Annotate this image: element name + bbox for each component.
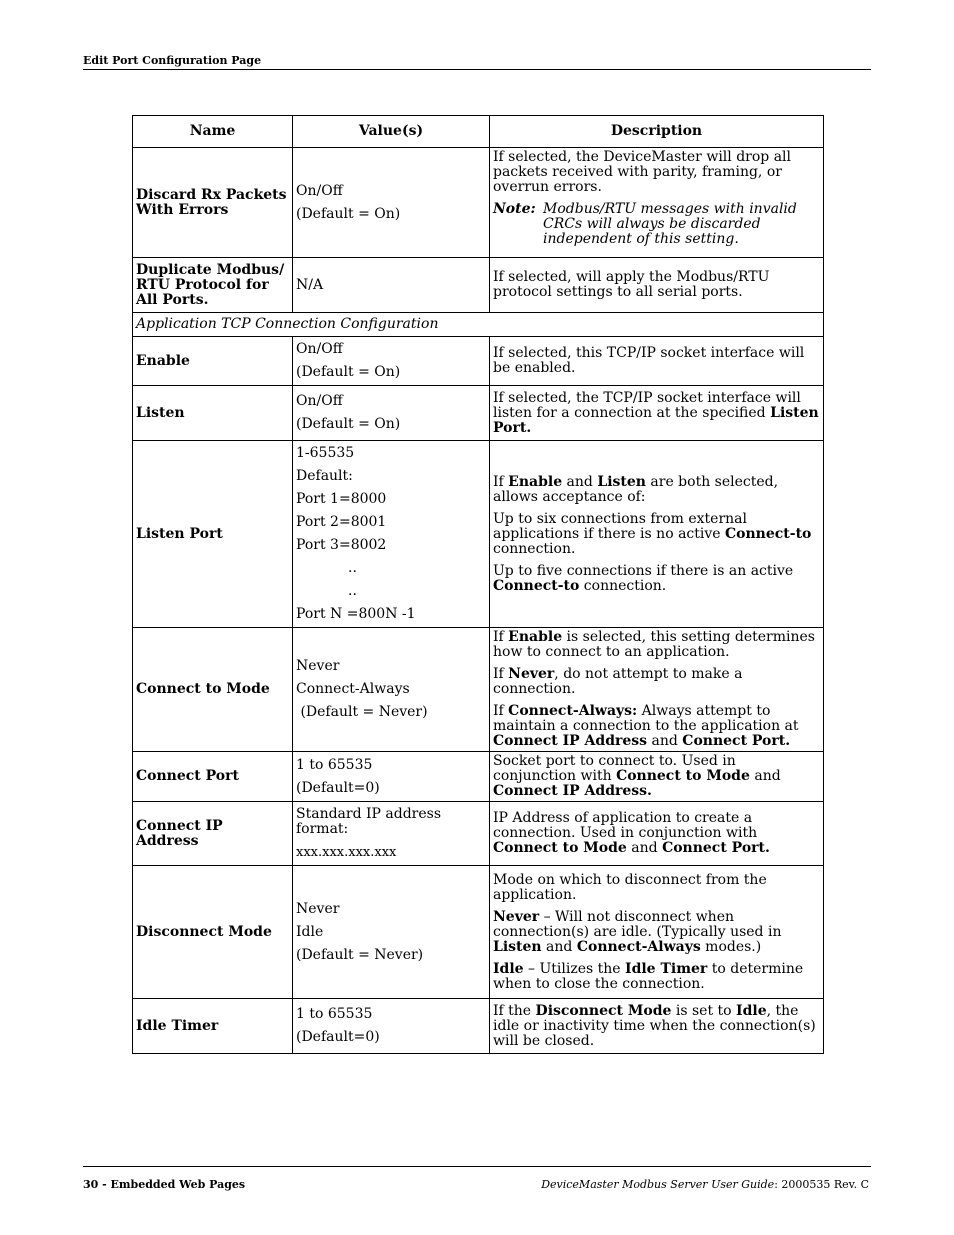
table-row [133, 337, 824, 386]
row-name: Connect IP Address [133, 802, 293, 866]
row-values: N/A [293, 258, 490, 313]
row-name: Idle Timer [133, 999, 293, 1054]
row-values: 1 to 65535 (Default=0) [293, 752, 490, 802]
table-row [133, 258, 824, 313]
page-header-title: Edit Port Configuration Page [83, 54, 871, 70]
table-row [133, 628, 824, 752]
row-name: Enable [133, 337, 293, 386]
row-description: If selected, the DeviceMaster will drop all packets received with parity, framing, or overrun errors. Note: Modbus/RTU messages with invalid CRCs will always be discarded independent of this setting. [490, 148, 824, 258]
footer-page-label: 30 - Embedded Web Pages [83, 1178, 246, 1191]
row-values: 1 to 65535 (Default=0) [293, 999, 490, 1054]
row-description: If the Disconnect Mode is set to Idle, the idle or inactivity time when the connection(s) will be closed. [490, 999, 824, 1054]
row-name: Connect to Mode [133, 628, 293, 752]
row-name: Connect Port [133, 752, 293, 802]
table-row [133, 999, 824, 1054]
section-label: Application TCP Connection Configuration [133, 313, 824, 337]
row-values: Never Idle (Default = Never) [293, 866, 490, 999]
table-row [133, 752, 824, 802]
table-row [133, 148, 824, 258]
table-row [133, 441, 824, 628]
row-values: On/Off (Default = On) [293, 337, 490, 386]
column-header-name: Name [133, 116, 293, 148]
row-name: Listen [133, 386, 293, 441]
row-description: If Enable is selected, this setting determines how to connect to an application. If Never, do not attempt to make a connection. If Connect-Always: Always attempt to maintain a connection to the application at Connect IP Address and Connect Port. [490, 628, 824, 752]
column-header-description: Description [490, 116, 824, 148]
row-description: If Enable and Listen are both selected, allows acceptance of: Up to six connections from external applications if there is no active Connect-to connection. Up to five connections if there is an active Connect-to connection. [490, 441, 824, 628]
row-name: Duplicate Modbus/ RTU Protocol for All Ports. [133, 258, 293, 313]
row-values: Never Connect-Always (Default = Never) [293, 628, 490, 752]
row-description: IP Address of application to create a connection. Used in conjunction with Connect to Mode and Connect Port. [490, 802, 824, 866]
row-description: If selected, this TCP/IP socket interface will be enabled. [490, 337, 824, 386]
port-config-table [132, 115, 824, 1054]
note: Note: Modbus/RTU messages with invalid CRCs will always be discarded independent of this setting. [493, 201, 797, 247]
table-row [133, 386, 824, 441]
row-values: 1-65535 Default: Port 1=8000 Port 2=8001 Port 3=8002 .. .. Port N =800N -1 [293, 441, 490, 628]
row-description: Mode on which to disconnect from the application. Never – Will not disconnect when connection(s) are idle. (Typically used in Listen and Connect-Always modes.) Idle – Utilizes the Idle Timer to determine when to close the connection. [490, 866, 824, 999]
row-values: Standard IP address format: xxx.xxx.xxx.xxx [293, 802, 490, 866]
row-description: If selected, will apply the Modbus/RTU protocol settings to all serial ports. [490, 258, 824, 313]
table-header-row [133, 116, 824, 148]
footer-doc-title: DeviceMaster Modbus Server User Guide: 2000535 Rev. C [541, 1178, 869, 1191]
column-header-values: Value(s) [293, 116, 490, 148]
row-values: On/Off (Default = On) [293, 148, 490, 258]
row-values: On/Off (Default = On) [293, 386, 490, 441]
row-name: Discard Rx Packets With Errors [133, 148, 293, 258]
row-description: Socket port to connect to. Used in conjunction with Connect to Mode and Connect IP Address. [490, 752, 824, 802]
table-row [133, 866, 824, 999]
table-row [133, 802, 824, 866]
section-row [133, 313, 824, 337]
row-name: Listen Port [133, 441, 293, 628]
row-description: If selected, the TCP/IP socket interface will listen for a connection at the specified Listen Port. [490, 386, 824, 441]
row-name: Disconnect Mode [133, 866, 293, 999]
page-footer [83, 1166, 871, 1191]
